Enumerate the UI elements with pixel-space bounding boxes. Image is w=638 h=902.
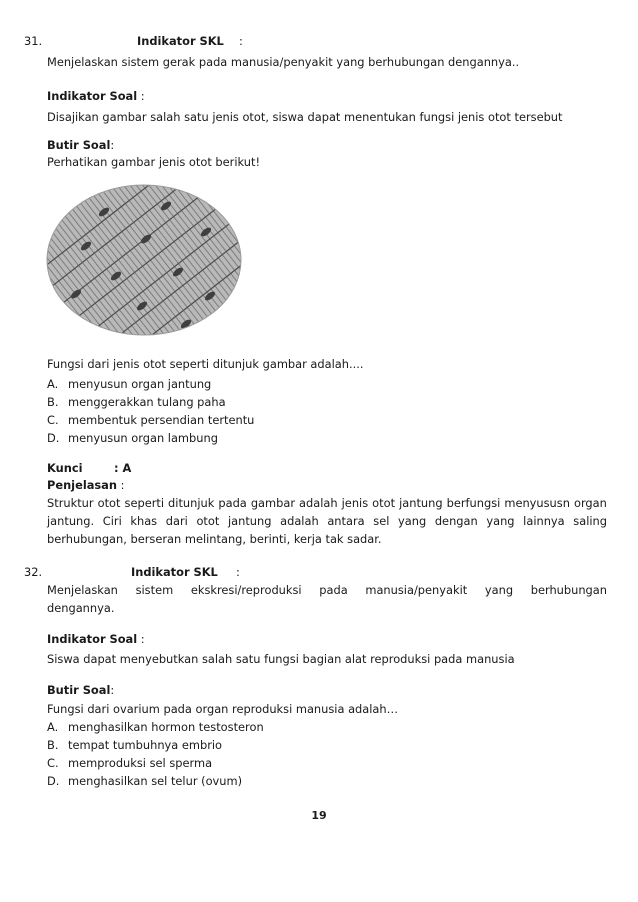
q31-option-b-letter: B. <box>47 395 59 409</box>
penjelasan-word: otot <box>196 514 220 528</box>
q32-soal-heading <box>47 632 145 646</box>
penjelasan-word: Ciri <box>102 514 122 528</box>
q31-skl-label: Indikator SKL <box>137 34 224 48</box>
q31-penjelasan-colon: : <box>120 478 125 492</box>
q32-option-a-letter: A. <box>47 720 59 734</box>
skl-word: manusia/penyakit <box>365 583 468 597</box>
q31-number: 31. <box>24 34 43 48</box>
q32-number: 32. <box>24 565 43 579</box>
skl-word: Menjelaskan <box>47 583 118 597</box>
q31-soal-label: Indikator Soal <box>47 89 138 103</box>
q32-option-c <box>47 756 212 770</box>
q31-option-c-letter: C. <box>47 413 59 427</box>
q31-option-c-text: membentuk persendian tertentu <box>68 413 255 427</box>
penjelasan-word: dari <box>165 514 188 528</box>
penjelasan-word: ditunjuk <box>168 496 215 510</box>
q32-option-c-letter: C. <box>47 756 59 770</box>
q31-option-a-text: menyusun organ jantung <box>68 377 212 391</box>
q31-kunci-value: : A <box>114 461 132 475</box>
q32-option-a <box>47 720 264 734</box>
q32-butir-colon: : <box>110 683 115 697</box>
penjelasan-word: pada <box>218 496 247 510</box>
q32-option-c-text: memproduksi sel sperma <box>68 756 213 770</box>
q32-option-a-text: menghasilkan hormon testosteron <box>68 720 264 734</box>
q31-option-a <box>47 377 211 391</box>
q31-option-c <box>47 413 254 427</box>
q32-skl-line-2: dengannya. <box>47 601 115 615</box>
q31-kunci-label: Kunci <box>47 461 83 475</box>
penjelasan-word: jantung <box>227 514 272 528</box>
penjelasan-word: khas <box>130 514 158 528</box>
q31-soal-text: Disajikan gambar salah satu jenis otot, siswa dapat menentukan fungsi jenis otot tersebut <box>47 110 563 124</box>
q31-penjelasan-line-3: berhubungan, berseran melintang, berinti, kerja tak sadar. <box>47 532 382 546</box>
q31-soal-colon: : <box>140 89 145 103</box>
q31-butir-label: Butir Soal <box>47 138 111 152</box>
q32-option-d-letter: D. <box>47 774 60 788</box>
q32-option-b-letter: B. <box>47 738 59 752</box>
q31-option-d-text: menyusun organ lambung <box>68 431 218 445</box>
penjelasan-word: sel <box>373 514 390 528</box>
q32-soal-text: Siswa dapat menyebutkan salah satu fungsi bagian alat reproduksi pada manusia <box>47 652 515 666</box>
penjelasan-word: yang <box>398 514 427 528</box>
skl-word: yang <box>484 583 514 597</box>
penjelasan-word: Struktur <box>47 496 94 510</box>
q32-question: Fungsi dari ovarium pada organ reproduksi manusia adalah… <box>47 702 399 716</box>
q31-option-a-letter: A. <box>47 377 59 391</box>
q31-butir-text: Perhatikan gambar jenis otot berikut! <box>47 155 261 169</box>
q31-butir-colon: : <box>110 138 115 152</box>
q32-soal-colon: : <box>140 632 145 646</box>
penjelasan-word: jenis <box>341 496 369 510</box>
penjelasan-word: otot <box>372 496 396 510</box>
cardiac-muscle-image <box>46 184 242 336</box>
penjelasan-word: antara <box>327 514 365 528</box>
penjelasan-word: jantung <box>399 496 443 510</box>
q31-penjelasan-line-2 <box>47 514 607 528</box>
q32-option-d <box>47 774 242 788</box>
q31-skl-colon: : <box>239 34 243 48</box>
q32-skl-line-1 <box>47 583 607 597</box>
q32-option-b <box>47 738 222 752</box>
q31-penjelasan-line-1 <box>47 496 607 510</box>
skl-word: sistem <box>135 583 174 597</box>
q32-butir-label: Butir Soal <box>47 683 111 697</box>
penjelasan-word: adalah <box>299 496 338 510</box>
skl-word: berhubungan <box>530 583 607 597</box>
page-number: 19 <box>311 809 327 822</box>
q32-skl-colon: : <box>236 565 240 579</box>
q31-soal-heading <box>47 89 145 103</box>
q32-option-b-text: tempat tumbuhnya embrio <box>68 738 223 752</box>
penjelasan-word: organ <box>573 496 607 510</box>
q31-option-b <box>47 395 226 409</box>
q31-option-d-letter: D. <box>47 431 60 445</box>
penjelasan-word: otot <box>97 496 121 510</box>
penjelasan-word: yang <box>486 514 515 528</box>
q32-butir-heading <box>47 683 114 697</box>
q31-question: Fungsi dari jenis otot seperti ditunjuk gambar adalah.... <box>47 357 364 371</box>
q31-penjelasan-label: Penjelasan <box>47 478 117 492</box>
penjelasan-word: jantung. <box>47 514 95 528</box>
penjelasan-word: adalah <box>280 514 319 528</box>
penjelasan-word: gambar <box>250 496 296 510</box>
q32-option-d-text: menghasilkan sel telur (ovum) <box>68 774 243 788</box>
q31-butir-heading <box>47 138 114 152</box>
penjelasan-word: lainnya <box>523 514 565 528</box>
skl-word: pada <box>319 583 348 597</box>
penjelasan-word: berfungsi <box>446 496 501 510</box>
q32-soal-label: Indikator Soal <box>47 632 138 646</box>
penjelasan-word: dengan <box>434 514 478 528</box>
penjelasan-word: menyususn <box>504 496 570 510</box>
q32-skl-label: Indikator SKL <box>131 565 218 579</box>
q31-option-d <box>47 431 218 445</box>
q31-option-b-text: menggerakkan tulang paha <box>68 395 226 409</box>
q31-penjelasan-heading <box>47 478 124 492</box>
penjelasan-word: seperti <box>124 496 165 510</box>
skl-word: ekskresi/reproduksi <box>190 583 302 597</box>
q31-skl-text: Menjelaskan sistem gerak pada manusia/penyakit yang berhubungan dengannya.. <box>47 55 520 69</box>
penjelasan-word: saling <box>573 514 607 528</box>
